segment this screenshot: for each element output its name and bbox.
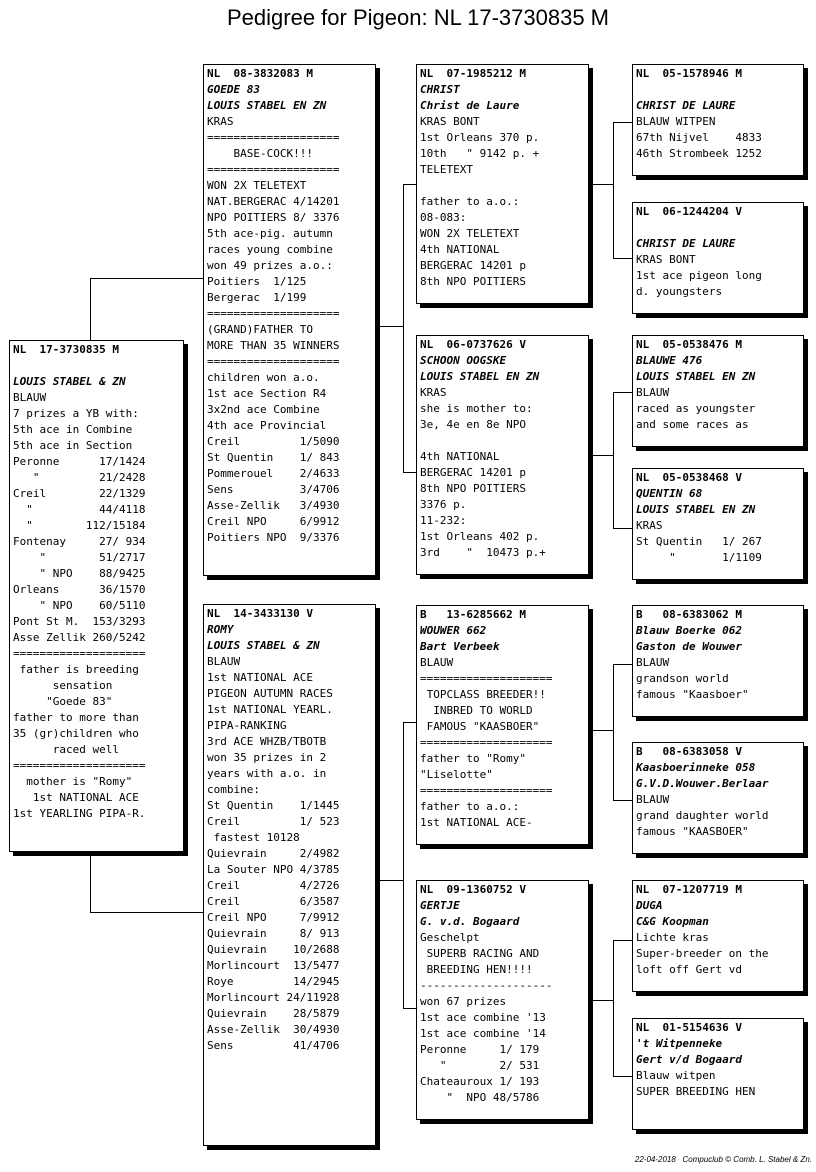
connector-line [403,472,416,473]
info-line: ==================== [13,759,146,772]
info-line: sensation [13,679,113,692]
info-line: Pommerouel 2/4633 [207,467,340,480]
info-line: NAT.BERGERAC 4/14201 [207,195,340,208]
info-line: Lichte kras [636,931,709,944]
info-line: Sens 41/4706 [207,1039,340,1052]
connector-line [613,122,614,258]
info-line: Quievrain 2/4982 [207,847,340,860]
info-line: 1st NATIONAL ACE [13,791,139,804]
ring-number: NL 07-1207719 M [636,883,742,896]
dam-card [203,604,376,1146]
info-line: 8th NPO POITIERS [420,482,526,495]
pigeon-name: DUGA [636,899,663,912]
info-line: Christ de Laure [420,99,520,112]
info-line: Peronne 17/1424 [13,455,146,468]
info-line: Poitiers NPO 9/3376 [207,531,340,544]
info-line: Blauw witpen [636,1069,716,1082]
info-line: LOUIS STABEL & ZN [13,375,126,388]
page-title: Pedigree for Pigeon: NL 17-3730835 M [227,5,609,30]
info-line: MORE THAN 35 WINNERS [207,339,340,352]
info-line: 1st YEARLING PIPA-R. [13,807,146,820]
pigeon-name: QUENTIN 68 [636,487,703,500]
info-line: PIGEON AUTUMN RACES [207,687,333,700]
info-line: Gaston de Wouwer [636,640,742,653]
info-line: " 2/ 531 [420,1059,540,1072]
connector-line [613,392,614,528]
info-line: St Quentin 1/ 267 [636,535,762,548]
info-line: (GRAND)FATHER TO [207,323,313,336]
ring-number: NL 08-3832083 M [207,67,313,80]
info-line: famous "Kaasboer" [636,688,749,701]
info-line: ==================== [420,736,553,749]
info-line: grand daughter world [636,809,769,822]
dam-sire-dam-card [632,742,804,854]
sire-sire-card [416,64,589,304]
pigeon-name: Kaasboerinneke 058 [636,761,756,774]
info-line: NPO POITIERS 8/ 3376 [207,211,340,224]
info-line: LOUIS STABEL & ZN [207,639,320,652]
info-line: LOUIS STABEL EN ZN [420,370,540,383]
info-line: TELETEXT [420,163,473,176]
info-line: father to a.o.: [420,800,520,813]
info-line: BLAUW [636,793,670,806]
ring-number: NL 05-0538476 M [636,338,742,351]
info-line [420,433,585,449]
connector-line [90,278,91,340]
info-line: BASE-COCK!!! [207,147,313,160]
info-line: BLAUW [636,386,670,399]
info-line: Peronne 1/ 179 [420,1043,540,1056]
info-line: KRAS [420,386,447,399]
connector-line [90,852,91,912]
info-line: Creil 22/1329 [13,487,146,500]
footer-credit: 22-04-2018 Compuclub © Comb. L. Stabel & Zn. [634,1155,812,1164]
info-line: LOUIS STABEL EN ZN [636,503,756,516]
info-line: St Quentin 1/1445 [207,799,340,812]
info-line: 1st NATIONAL ACE- [420,816,533,829]
info-line: 10th " 9142 p. + [420,147,540,160]
pigeon-name: CHRIST [420,83,460,96]
info-line: WON 2X TELETEXT [207,179,307,192]
info-line: La Souter NPO 4/3785 [207,863,340,876]
info-line: Creil NPO 7/9912 [207,911,340,924]
connector-line [90,912,203,913]
info-line: KRAS BONT [636,253,696,266]
info-line: 5th ace-pig. autumn [207,227,333,240]
ring-number: B 08-6383062 M [636,608,742,621]
info-line: " NPO 48/5786 [420,1091,540,1104]
pigeon-name: ROMY [207,623,234,636]
info-line: " 44/4118 [13,503,146,516]
dam-sire-sire-card [632,605,804,717]
connector-line [613,258,632,259]
info-line: Creil 4/2726 [207,879,340,892]
info-line: Bergerac 1/199 [207,291,307,304]
info-line: Sens 3/4706 [207,483,340,496]
info-line: BERGERAC 14201 p [420,466,526,479]
subject-pigeon-card [9,340,184,852]
info-line: "Goede 83" [13,695,113,708]
ring-number: NL 17-3730835 M [13,343,119,356]
info-line: won 67 prizes [420,995,507,1008]
info-line: WON 2X TELETEXT [420,227,520,240]
info-line: Quievrain 28/5879 [207,1007,340,1020]
info-line: "Liselotte" [420,768,493,781]
info-line: races young combine [207,243,333,256]
info-line: Geschelpt [420,931,480,944]
info-line: BLAUW [207,655,241,668]
info-line: ==================== [207,355,340,368]
info-line: KRAS [207,115,234,128]
connector-line [403,184,404,472]
info-line: father is breeding [13,663,139,676]
sire-sire-dam-card [632,202,804,314]
info-line: G.V.D.Wouwer.Berlaar [636,777,769,790]
info-line: Bart Verbeek [420,640,500,653]
pigeon-name: GERTJE [420,899,460,912]
info-line: 5th ace in Combine [13,423,133,436]
ring-number: NL 06-1244204 V [636,205,742,218]
connector-line [593,455,613,456]
pigeon-name: Blauw Boerke 062 [636,624,742,637]
info-line: 1st ace combine '13 [420,1011,546,1024]
info-line: 5th ace in Section [13,439,133,452]
info-line: children won a.o. [207,371,320,384]
info-line: 7 prizes a YB with: [13,407,139,420]
ring-number: NL 01-5154636 V [636,1021,742,1034]
info-line: PIPA-RANKING [207,719,287,732]
info-line: 1st ace pigeon long [636,269,762,282]
info-line: ==================== [13,647,146,660]
connector-line [380,326,403,327]
info-line: BLAUW [13,391,47,404]
pigeon-name: GOEDE 83 [207,83,260,96]
info-line: KRAS [636,519,663,532]
info-line: Orleans 36/1570 [13,583,146,596]
info-line: Creil 1/ 523 [207,815,340,828]
info-line: FAMOUS "KAASBOER" [420,720,540,733]
connector-line [380,880,403,881]
info-line: TOPCLASS BREEDER!! [420,688,546,701]
info-line: 4th NATIONAL [420,243,500,256]
info-line [420,178,585,194]
ring-number: NL 09-1360752 V [420,883,526,896]
info-line: Creil NPO 6/9912 [207,515,340,528]
info-line: Creil 1/5090 [207,435,340,448]
info-line: grandson world [636,672,729,685]
info-line: 4th NATIONAL [420,450,500,463]
info-line: 1st ace Section R4 [207,387,327,400]
info-line: years with a.o. in [207,767,327,780]
pigeon-name: BLAUWE 476 [636,354,703,367]
sire-dam-dam-card [632,468,804,580]
info-line: fastest 10128 [207,831,300,844]
info-line: Asse Zellik 260/5242 [13,631,146,644]
info-line: father to a.o.: [420,195,520,208]
info-line: 3e, 4e en 8e NPO [420,418,526,431]
info-line: 1st ace combine '14 [420,1027,546,1040]
connector-line [593,184,613,185]
pigeon-name [636,220,800,236]
info-line: 8th NPO POITIERS [420,275,526,288]
connector-line [613,664,614,800]
info-line: 1st NATIONAL ACE [207,671,313,684]
info-line: ==================== [420,784,553,797]
info-line: famous "KAASBOER" [636,825,749,838]
info-line: won 49 prizes a.o.: [207,259,333,272]
info-line: INBRED TO WORLD [420,704,533,717]
info-line: 46th Strombeek 1252 [636,147,762,160]
info-line: ==================== [207,131,340,144]
info-line: -------------------- [420,979,553,992]
info-line: BREEDING HEN!!!! [420,963,533,976]
info-line: 08-083: [420,211,467,224]
info-line: 3x2nd ace Combine [207,403,320,416]
connector-line [613,1076,632,1077]
info-line: 1st NATIONAL YEARL. [207,703,333,716]
connector-line [403,184,416,185]
info-line: " NPO 88/9425 [13,567,146,580]
dam-dam-dam-card [632,1018,804,1130]
info-line: 67th Nijvel 4833 [636,131,762,144]
pigeon-name: 't Witpenneke [636,1037,723,1050]
info-line: 4th ace Provincial [207,419,327,432]
info-line: Morlincourt 13/5477 [207,959,340,972]
info-line: d. youngsters [636,285,723,298]
info-line: 3rd " 10473 p.+ [420,546,546,559]
connector-line [613,664,632,665]
connector-line [613,940,614,1076]
info-line: 3rd ACE WHZB/TBOTB [207,735,327,748]
connector-line [613,940,632,941]
connector-line [613,122,632,123]
info-line: CHRIST DE LAURE [636,99,736,112]
info-line: Quievrain 8/ 913 [207,927,340,940]
dam-sire-card [416,605,589,845]
info-line: Morlincourt 24/11928 [207,991,340,1004]
info-line: Creil 6/3587 [207,895,340,908]
ring-number: NL 07-1985212 M [420,67,526,80]
info-line: loft off Gert vd [636,963,742,976]
info-line: Poitiers 1/125 [207,275,307,288]
info-line: BERGERAC 14201 p [420,259,526,272]
pigeon-name: WOUWER 662 [420,624,487,637]
ring-number: B 08-6383058 V [636,745,742,758]
info-line: 11-232: [420,514,467,527]
connector-line [593,730,613,731]
connector-line [403,1008,416,1009]
sire-dam-sire-card [632,335,804,447]
info-line: Super-breeder on the [636,947,769,960]
connector-line [593,1000,613,1001]
ring-number: NL 05-0538468 V [636,471,742,484]
info-line: Pont St M. 153/3293 [13,615,146,628]
info-line: ==================== [207,163,340,176]
info-line: father to more than [13,711,139,724]
info-line: " 51/2717 [13,551,146,564]
ring-number: NL 06-0737626 V [420,338,526,351]
info-line: won 35 prizes in 2 [207,751,327,764]
info-line: ==================== [207,307,340,320]
info-line: LOUIS STABEL EN ZN [636,370,756,383]
info-line: SUPERB RACING AND [420,947,540,960]
info-line: raced as youngster [636,402,756,415]
info-line: SUPER BREEDING HEN [636,1085,756,1098]
pigeon-name: SCHOON OOGSKE [420,354,507,367]
info-line: C&G Koopman [636,915,709,928]
info-line: mother is "Romy" [13,775,133,788]
info-line: Gert v/d Bogaard [636,1053,742,1066]
info-line: CHRIST DE LAURE [636,237,736,250]
info-line: she is mother to: [420,402,533,415]
info-line: St Quentin 1/ 843 [207,451,340,464]
connector-line [90,278,203,279]
connector-line [613,528,632,529]
info-line: Quievrain 10/2688 [207,943,340,956]
dam-dam-card [416,880,589,1120]
connector-line [403,722,404,1008]
info-line: " NPO 60/5110 [13,599,146,612]
connector-line [613,800,632,801]
info-line: Chateauroux 1/ 193 [420,1075,540,1088]
info-line: and some races as [636,418,749,431]
dam-dam-sire-card [632,880,804,992]
info-line: Fontenay 27/ 934 [13,535,146,548]
connector-line [403,722,416,723]
info-line: BLAUW [420,656,454,669]
info-line: 35 (gr)children who [13,727,139,740]
info-line: " 112/15184 [13,519,146,532]
sire-sire-sire-card [632,64,804,176]
info-line: combine: [207,783,260,796]
sire-card [203,64,376,576]
info-line: " 1/1109 [636,551,762,564]
info-line: father to "Romy" [420,752,526,765]
info-line: Asse-Zellik 30/4930 [207,1023,340,1036]
info-line: raced well [13,743,119,756]
info-line [13,358,180,374]
info-line: Roye 14/2945 [207,975,340,988]
info-line: ==================== [420,672,553,685]
info-line: " 21/2428 [13,471,146,484]
sire-dam-card [416,335,589,575]
ring-number: B 13-6285662 M [420,608,526,621]
connector-line [613,392,632,393]
info-line: 1st Orleans 402 p. [420,530,540,543]
info-line: BLAUW [636,656,670,669]
pigeon-name [636,82,800,98]
ring-number: NL 05-1578946 M [636,67,742,80]
info-line: 1st Orleans 370 p. [420,131,540,144]
info-line: G. v.d. Bogaard [420,915,520,928]
info-line: 3376 p. [420,498,467,511]
info-line: KRAS BONT [420,115,480,128]
ring-number: NL 14-3433130 V [207,607,313,620]
info-line: BLAUW WITPEN [636,115,716,128]
info-line: LOUIS STABEL EN ZN [207,99,327,112]
info-line: Asse-Zellik 3/4930 [207,499,340,512]
